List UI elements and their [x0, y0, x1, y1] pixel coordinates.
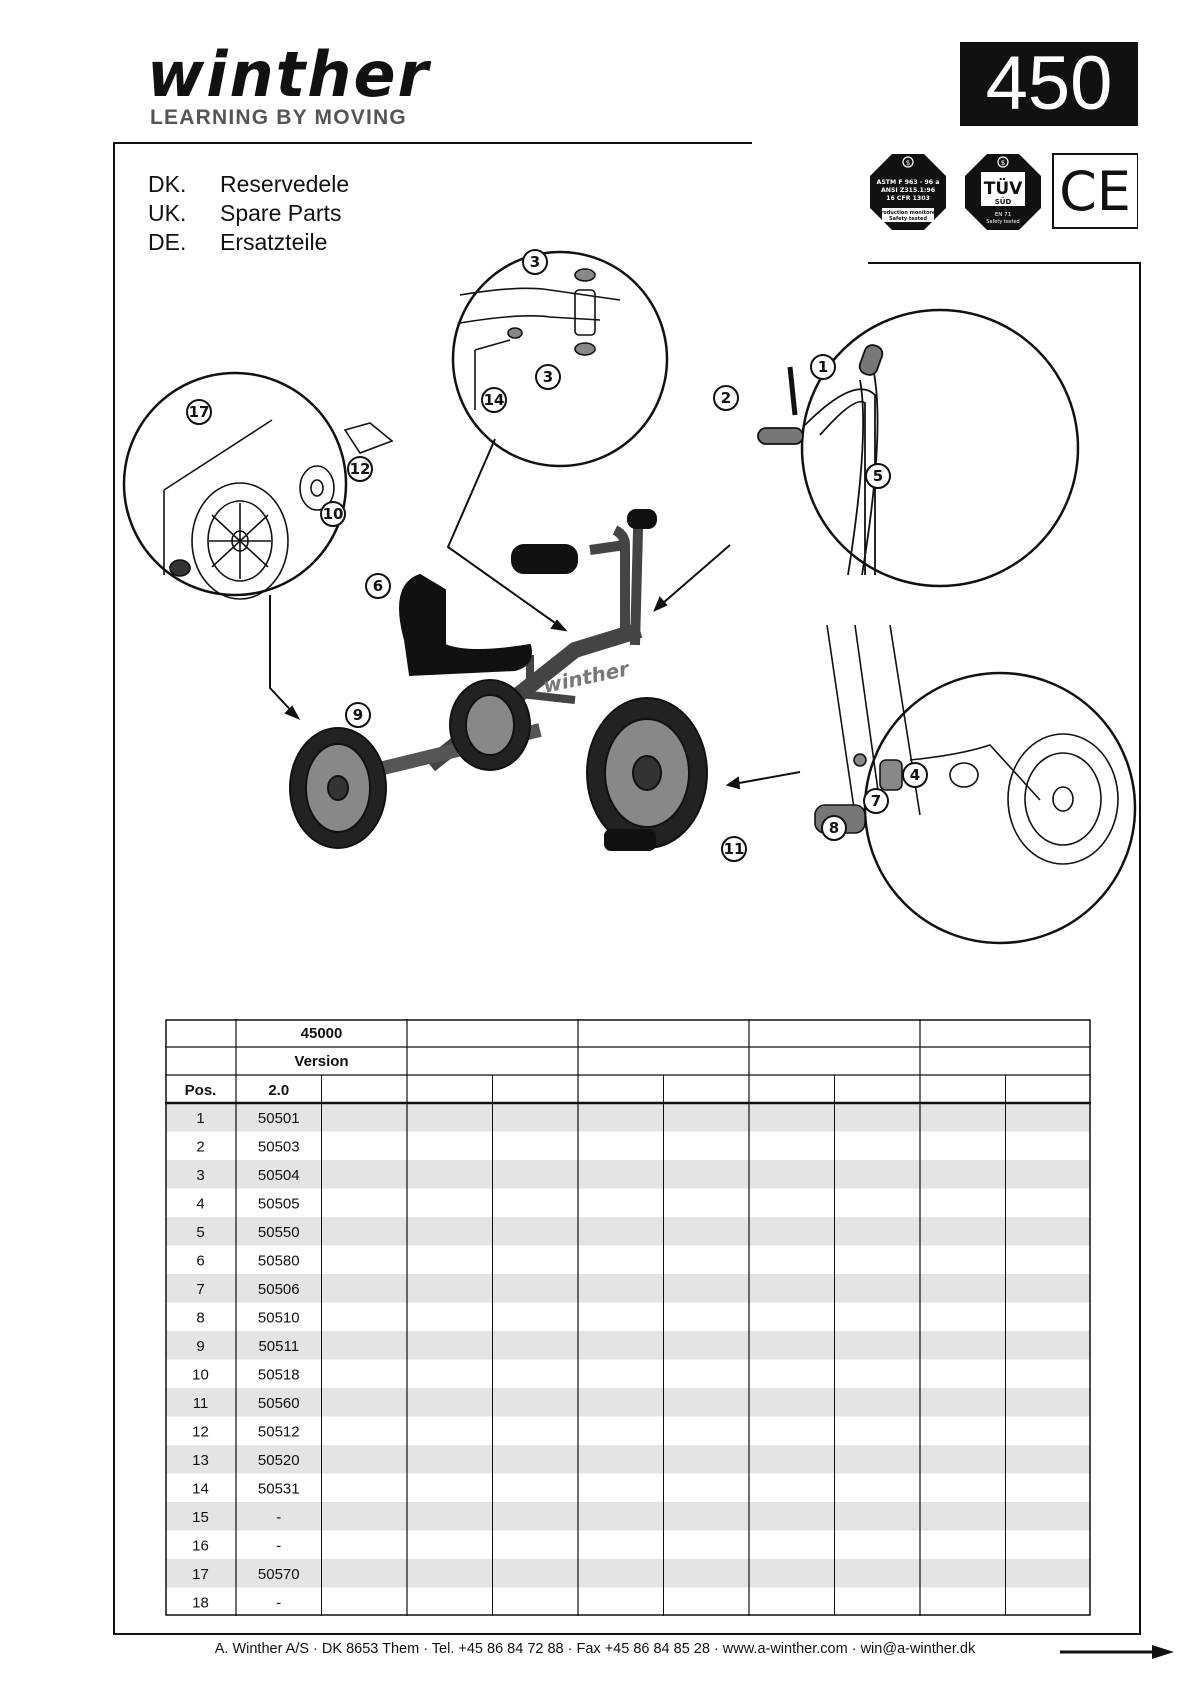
brand-logo: [145, 40, 525, 110]
table-row-stripe: [165, 1559, 1091, 1588]
svg-text:17: 17: [188, 403, 210, 421]
table-cell-pos: 4: [196, 1195, 205, 1213]
svg-text:CE: CE: [1059, 160, 1131, 223]
table-cell-pos: 3: [196, 1166, 205, 1184]
brand-tagline: LEARNING BY MOVING: [150, 106, 407, 129]
callout-3-bottom: [536, 365, 560, 389]
callout-17: [187, 400, 211, 424]
table-cell-part-number: 50510: [257, 1309, 300, 1327]
table-cell-part-number: 50550: [257, 1223, 300, 1241]
table-row-stripe: [165, 1274, 1091, 1303]
table-cell-part-number: 50531: [257, 1480, 300, 1498]
table-cell-pos: 13: [192, 1451, 209, 1469]
language-titles: [148, 170, 349, 257]
table-cell-pos: 1: [196, 1109, 205, 1127]
brand-logo-text: winther: [147, 40, 431, 110]
language-row-uk: [148, 199, 349, 228]
callout-4: [903, 763, 927, 787]
svg-text:3: 3: [542, 368, 554, 386]
ce-mark: [1053, 154, 1138, 228]
callout-12: [348, 457, 372, 481]
language-title: Ersatzteile: [220, 229, 328, 255]
svg-text:7: 7: [870, 792, 882, 810]
astm-mark: [870, 154, 946, 230]
svg-text:11: 11: [723, 840, 745, 858]
table-cell-pos: 11: [192, 1394, 209, 1412]
table-row-stripe: [165, 1388, 1091, 1417]
table-cell-part-number: 50570: [257, 1565, 300, 1583]
callout-3-top: [523, 250, 547, 274]
certification-marks: [868, 152, 1138, 232]
table-cell-pos: 15: [192, 1508, 209, 1526]
svg-text:14: 14: [483, 391, 505, 409]
table-cell-part-number: 50506: [257, 1280, 300, 1298]
table-cell-pos: 7: [196, 1280, 205, 1298]
table-cell-part-number: -: [276, 1508, 282, 1526]
svg-text:$: $: [1000, 159, 1006, 167]
table-cell-pos: 6: [196, 1252, 205, 1270]
svg-text:12: 12: [349, 460, 371, 478]
spare-parts-table: [165, 1019, 1091, 1619]
table-cell-pos: 14: [192, 1480, 209, 1498]
svg-text:4: 4: [909, 766, 921, 784]
table-cell-pos: 2: [196, 1138, 205, 1156]
table-cell-part-number: 50504: [257, 1166, 300, 1184]
callout-11: [722, 837, 746, 861]
frame-bottom: [113, 1633, 1141, 1635]
tuv-mark: [965, 154, 1041, 230]
tricycle-exploded-drawing: [120, 245, 1140, 1000]
table-pos-header: Pos.: [184, 1082, 217, 1099]
table-row-stripe: [165, 1445, 1091, 1474]
table-version-label: Version: [294, 1053, 349, 1070]
callout-8: [822, 816, 846, 840]
language-code: DK.: [148, 171, 187, 197]
svg-text:2: 2: [720, 389, 732, 407]
table-cell-part-number: 50505: [257, 1195, 300, 1213]
svg-text:9: 9: [352, 706, 364, 724]
table-cell-part-number: 50511: [258, 1337, 300, 1355]
table-cell-pos: 16: [192, 1537, 209, 1555]
table-cell-part-number: 50580: [257, 1252, 300, 1270]
table-cell-part-number: 50512: [257, 1423, 300, 1441]
frame-left: [113, 142, 115, 1635]
svg-text:$: $: [905, 159, 911, 167]
svg-text:8: 8: [828, 819, 840, 837]
table-row-stripe: [165, 1502, 1091, 1531]
svg-text:5: 5: [872, 467, 884, 485]
svg-text:3: 3: [529, 253, 541, 271]
language-title: Spare Parts: [220, 200, 342, 226]
svg-text:ANSI Z315.1:96: ANSI Z315.1:96: [880, 187, 936, 194]
svg-text:6: 6: [372, 577, 384, 595]
svg-text:16 CFR 1303: 16 CFR 1303: [886, 195, 930, 202]
table-version-value: 2.0: [268, 1082, 290, 1099]
svg-text:Safety tested: Safety tested: [888, 216, 928, 222]
language-code: DE.: [148, 229, 187, 255]
svg-text:Safety tested: Safety tested: [986, 219, 1020, 225]
frame-top-left: [113, 142, 752, 144]
svg-text:TÜV: TÜV: [983, 179, 1023, 199]
table-cell-part-number: 50518: [257, 1366, 300, 1384]
table-cell-pos: 12: [192, 1423, 209, 1441]
language-row-dk: [148, 170, 349, 199]
callout-7: [864, 789, 888, 813]
language-title: Reservedele: [220, 171, 350, 197]
table-cell-part-number: 50503: [257, 1138, 300, 1156]
table-cell-part-number: -: [276, 1537, 282, 1555]
table-cell-pos: 17: [192, 1565, 209, 1583]
table-cell-part-number: 50560: [257, 1394, 300, 1412]
table-cell-pos: 9: [196, 1337, 205, 1355]
table-cell-pos: 5: [196, 1223, 205, 1241]
table-cell-pos: 18: [192, 1594, 209, 1612]
table-row-stripe: [165, 1160, 1091, 1189]
table-row-stripe: [165, 1103, 1091, 1132]
svg-text:EN 71: EN 71: [994, 212, 1012, 218]
table-row-stripe: [165, 1217, 1091, 1246]
callout-5: [866, 464, 890, 488]
language-code: UK.: [148, 200, 187, 226]
footer-contact: A. Winther A/S · DK 8653 Them · Tel. +45 86 84 72 88 · Fax +45 86 84 85 28 · www.a-winther.com · win@a-winther.dk: [214, 1641, 976, 1657]
callout-14: [482, 388, 506, 412]
frame-logo: winther: [541, 656, 631, 698]
table-cell-part-number: -: [276, 1594, 282, 1612]
svg-text:10: 10: [322, 505, 344, 523]
svg-text:ASTM F 963 - 96 a: ASTM F 963 - 96 a: [876, 179, 940, 186]
table-cell-part-number: 50520: [257, 1451, 300, 1469]
svg-text:1: 1: [817, 358, 829, 376]
svg-text:Production monitored: Production monitored: [877, 210, 939, 216]
svg-text:SÜD: SÜD: [994, 198, 1012, 206]
callout-2: [714, 386, 738, 410]
model-number: 450: [960, 42, 1138, 126]
table-cell-part-number: 50501: [257, 1109, 300, 1127]
table-row-stripe: [165, 1331, 1091, 1360]
callout-10: [321, 502, 345, 526]
callout-6: [366, 574, 390, 598]
callout-9: [346, 703, 370, 727]
next-page-arrow-icon: [1060, 1644, 1175, 1660]
callout-1: [811, 355, 835, 379]
table-cell-pos: 10: [192, 1366, 209, 1384]
table-product-number: 45000: [300, 1025, 343, 1042]
table-cell-pos: 8: [196, 1309, 205, 1327]
